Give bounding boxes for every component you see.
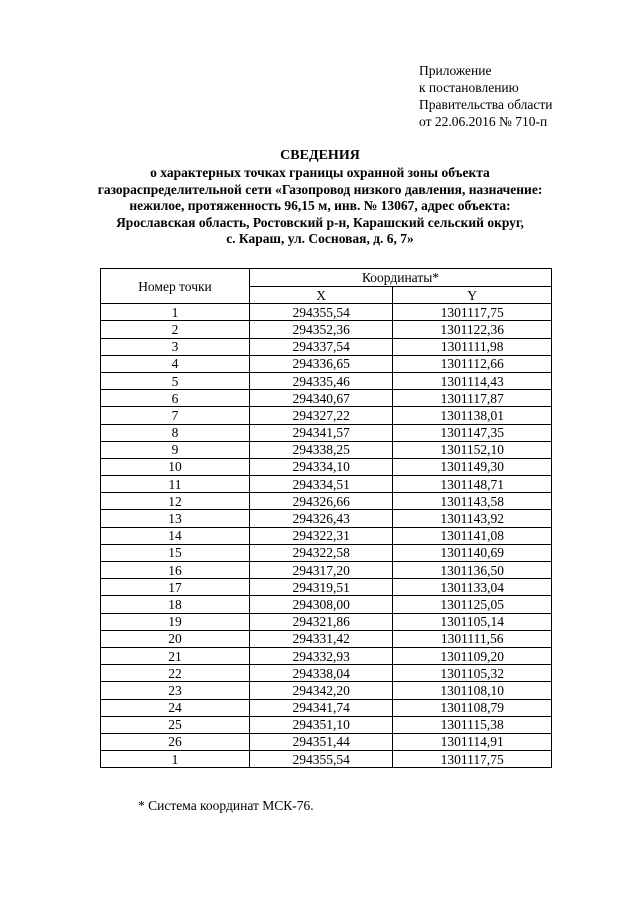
x-cell: 294335,46 [250,372,393,389]
point-number-cell: 11 [101,476,250,493]
point-number-cell: 23 [101,682,250,699]
point-number-cell: 1 [101,304,250,321]
x-cell: 294326,43 [250,510,393,527]
table-row [101,579,552,596]
table-row [101,441,552,458]
y-cell: 1301143,92 [393,510,552,527]
table-row [101,407,552,424]
table-row [101,699,552,716]
point-number-cell: 17 [101,579,250,596]
point-number-cell: 7 [101,407,250,424]
title-line: Ярославская область, Ростовский р-н, Карашский сельский округ, [116,214,524,230]
y-cell: 1301117,75 [393,304,552,321]
table-row [101,733,552,750]
table-row [101,544,552,561]
appendix-line: Правительства области [419,97,553,112]
title-line: газораспределительной сети «Газопровод низкого давления, назначение: [97,181,543,197]
y-cell: 1301147,35 [393,424,552,441]
point-number-cell: 8 [101,424,250,441]
table-row [101,304,552,321]
x-cell: 294331,42 [250,630,393,647]
table-row [101,665,552,682]
y-cell: 1301109,20 [393,647,552,664]
title-heading: СВЕДЕНИЯ [280,148,360,163]
point-number-cell: 25 [101,716,250,733]
table-row [101,751,552,768]
x-cell: 294351,10 [250,716,393,733]
y-cell: 1301138,01 [393,407,552,424]
y-cell: 1301114,91 [393,733,552,750]
title-line: с. Караш, ул. Сосновая, д. 6, 7» [226,231,414,246]
y-cell: 1301149,30 [393,458,552,475]
header-point-number: Номер точки [101,269,250,304]
title-line: нежилое, протяженность 96,15 м, инв. № 13067, адрес объекта: [129,198,511,213]
point-number-cell: 16 [101,562,250,579]
point-number-cell: 21 [101,647,250,664]
y-cell: 1301117,87 [393,390,552,407]
point-number-cell: 22 [101,665,250,682]
point-number-cell: 19 [101,613,250,630]
x-cell: 294308,00 [250,596,393,613]
point-number-cell: 20 [101,630,250,647]
point-number-cell: 9 [101,441,250,458]
x-cell: 294319,51 [250,579,393,596]
x-cell: 294334,51 [250,476,393,493]
point-number-cell: 4 [101,355,250,372]
point-number-cell: 6 [101,390,250,407]
point-number-cell: 26 [101,733,250,750]
x-cell: 294322,58 [250,544,393,561]
point-number-cell: 15 [101,544,250,561]
x-cell: 294326,66 [250,493,393,510]
table-row [101,476,552,493]
document-title [80,147,560,248]
y-cell: 1301105,14 [393,613,552,630]
y-cell: 1301108,10 [393,682,552,699]
x-cell: 294338,04 [250,665,393,682]
y-cell: 1301117,75 [393,751,552,768]
table-row [101,458,552,475]
x-cell: 294337,54 [250,338,393,355]
x-cell: 294341,74 [250,699,393,716]
x-cell: 294352,36 [250,321,393,338]
x-cell: 294338,25 [250,441,393,458]
x-cell: 294341,57 [250,424,393,441]
appendix-line: Приложение [419,63,492,78]
y-cell: 1301105,32 [393,665,552,682]
appendix-note [419,62,629,130]
table-row [101,355,552,372]
table-row [101,338,552,355]
y-cell: 1301108,79 [393,699,552,716]
title-line: о характерных точках границы охранной зоны объекта [150,165,490,180]
y-cell: 1301141,08 [393,527,552,544]
y-cell: 1301125,05 [393,596,552,613]
y-cell: 1301152,10 [393,441,552,458]
y-cell: 1301112,66 [393,355,552,372]
y-cell: 1301111,56 [393,630,552,647]
coordinates-table [100,268,552,768]
table-row [101,647,552,664]
x-cell: 294342,20 [250,682,393,699]
x-cell: 294355,54 [250,751,393,768]
point-number-cell: 2 [101,321,250,338]
table-row [101,562,552,579]
table-row [101,630,552,647]
x-cell: 294336,65 [250,355,393,372]
x-cell: 294327,22 [250,407,393,424]
table-row [101,596,552,613]
table-row [101,527,552,544]
y-cell: 1301122,36 [393,321,552,338]
x-cell: 294322,31 [250,527,393,544]
table-row [101,390,552,407]
table-row [101,493,552,510]
table-row [101,321,552,338]
point-number-cell: 18 [101,596,250,613]
table-row [101,372,552,389]
table-row [101,510,552,527]
x-cell: 294332,93 [250,647,393,664]
y-cell: 1301148,71 [393,476,552,493]
point-number-cell: 13 [101,510,250,527]
x-cell: 294321,86 [250,613,393,630]
x-cell: 294351,44 [250,733,393,750]
point-number-cell: 10 [101,458,250,475]
point-number-cell: 5 [101,372,250,389]
point-number-cell: 3 [101,338,250,355]
point-number-cell: 1 [101,751,250,768]
table-body [101,304,552,768]
table-row [101,424,552,441]
y-cell: 1301133,04 [393,579,552,596]
header-coordinates: Координаты* [250,269,552,287]
header-y: Y [393,287,552,304]
point-number-cell: 24 [101,699,250,716]
y-cell: 1301140,69 [393,544,552,561]
x-cell: 294317,20 [250,562,393,579]
header-x: X [250,287,393,304]
appendix-line: от 22.06.2016 № 710-п [419,114,548,129]
y-cell: 1301111,98 [393,338,552,355]
x-cell: 294355,54 [250,304,393,321]
table-row [101,682,552,699]
y-cell: 1301115,38 [393,716,552,733]
y-cell: 1301143,58 [393,493,552,510]
footnote: * Система координат МСК-76. [138,798,314,813]
x-cell: 294334,10 [250,458,393,475]
appendix-line: к постановлению [419,80,519,95]
table-row [101,716,552,733]
point-number-cell: 14 [101,527,250,544]
y-cell: 1301114,43 [393,372,552,389]
y-cell: 1301136,50 [393,562,552,579]
table-row [101,613,552,630]
point-number-cell: 12 [101,493,250,510]
x-cell: 294340,67 [250,390,393,407]
